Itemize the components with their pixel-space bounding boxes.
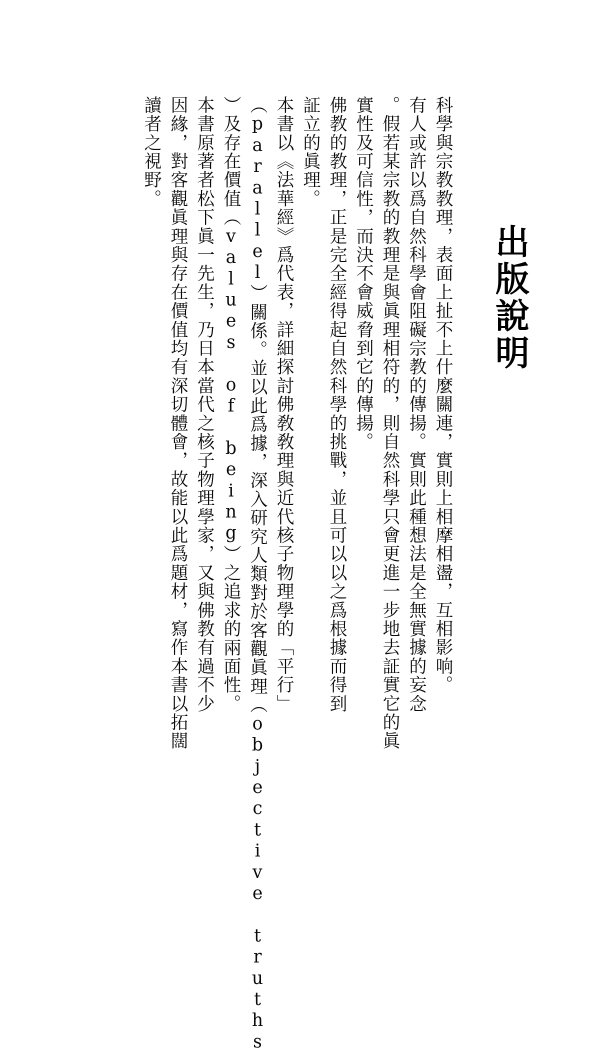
text-column: 。假若某宗教的教理是與眞理相符的，則自然科學只會更進一步地去証實它的眞: [380, 96, 400, 751]
text-column: 本書原著者松下眞一先生，乃日本當代之核子物理學家，又與佛教有過不少: [194, 96, 215, 714]
text-column: ）及存在價值（values of being）之追求的兩面性。: [221, 96, 241, 714]
text-column: 實性及可信性，而決不會威脅到它的傳揚。: [353, 96, 374, 452]
text-column: 科學與宗教教理，表面上扯不上什麼關連，實則上相摩相盪，互相影响。: [433, 96, 453, 695]
text-column: 有人或許以爲自然科學會阻礙宗教的傳揚。實則此種想法是全無實據的妄念: [406, 96, 427, 714]
text-column: 佛教的教理，正是完全經得起自然科學的挑戰，並且可以以之爲根據而得到: [327, 96, 347, 714]
text-column: 本書以《法華經》爲代表，詳細探討佛敎敎理與近代核子物理學的「平行」: [274, 96, 294, 714]
text-column: （parallel）關係。並以此爲據，深入研究人類對於客觀眞理（objective truths: [247, 96, 268, 1054]
text-column: 証立的眞理。: [300, 96, 321, 209]
page-title: 出版說明: [489, 224, 529, 372]
vertical-text-body: [60, 96, 540, 1054]
text-columns: [141, 96, 453, 1054]
text-column: 因緣，對客觀眞理與存在價值均有深切體會，故能以此爲題材，寫作本書以拓闊: [168, 96, 188, 751]
text-column: 讀者之視野。: [141, 96, 162, 209]
